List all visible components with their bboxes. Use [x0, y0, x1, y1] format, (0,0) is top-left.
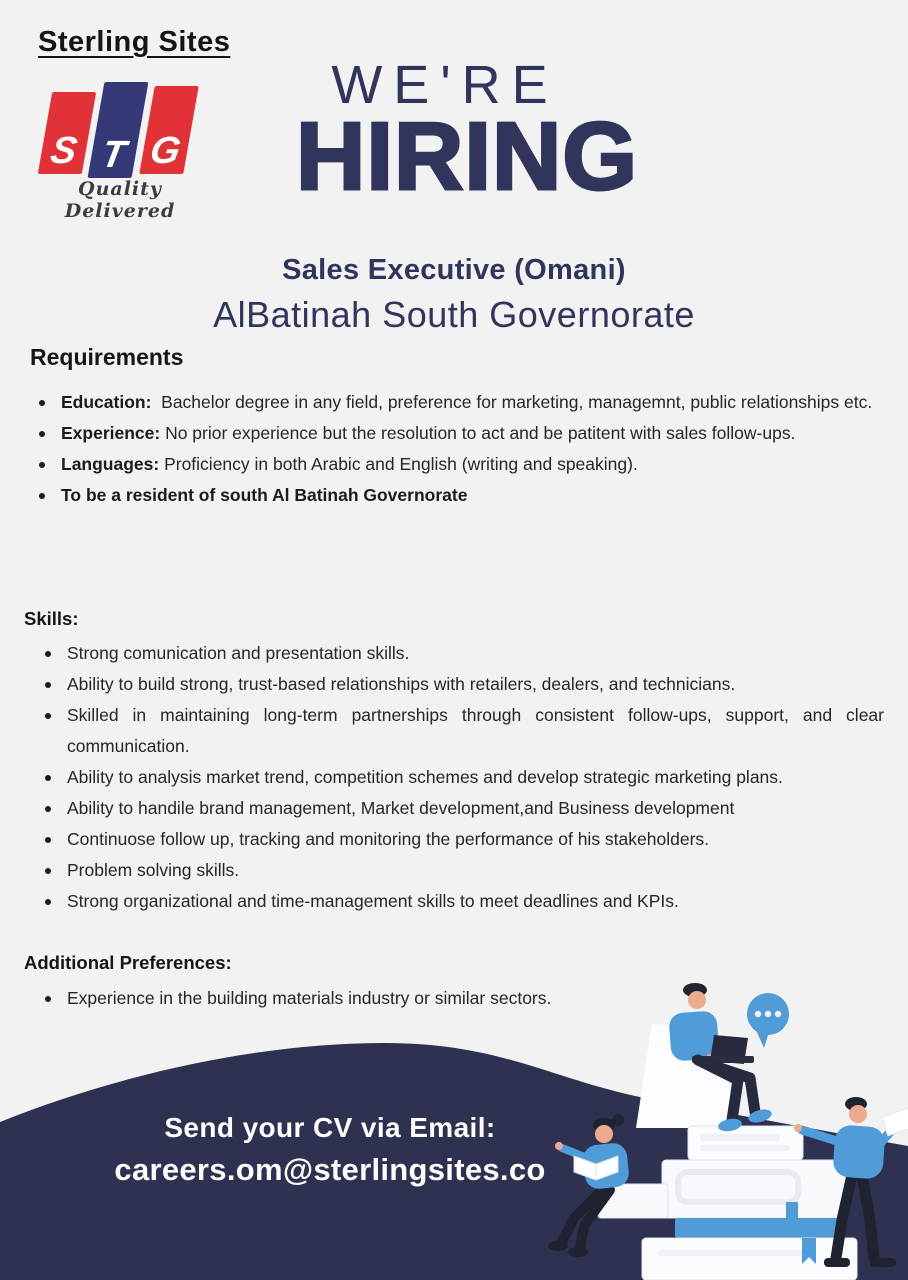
logo-bar-navy	[88, 82, 149, 178]
logo-letter-s: S	[47, 130, 81, 172]
list-item: Experience: No prior experience but the resolution to act and be patitent with sales follow-ups.	[30, 418, 884, 449]
list-item: Problem solving skills.	[36, 855, 884, 886]
requirements-list	[30, 387, 884, 511]
were-heading: WE'RE	[331, 55, 559, 115]
list-item: Ability to handile brand management, Market development,and Business development	[36, 793, 884, 824]
list-item: Strong comunication and presentation skills.	[36, 638, 884, 669]
skills-heading: Skills:	[24, 608, 79, 629]
list-item: Continuose follow up, tracking and monitoring the performance of his stakeholders.	[36, 824, 884, 855]
skills-list	[36, 638, 884, 917]
speech-bubble-icon	[747, 993, 789, 1048]
logo-bar-red-left	[38, 92, 96, 174]
careers-email: careers.om@sterlingsites.co	[114, 1152, 546, 1187]
logo-tagline: Quality Delivered	[64, 178, 176, 222]
list-item: Ability to build strong, trust-based relationships with retailers, dealers, and technicians.	[36, 669, 884, 700]
man-with-laptop-illustration	[668, 983, 754, 1064]
logo-letter-g: G	[146, 130, 184, 172]
cv-instruction: Send your CV via Email:	[164, 1112, 496, 1143]
footer-cta	[30, 1112, 630, 1188]
hiring-heading: HIRING	[296, 103, 638, 210]
job-location: AlBatinah South Governorate	[213, 294, 695, 335]
list-item: Skilled in maintaining long-term partnerships through consistent follow-ups, support, and clear communication.	[36, 700, 884, 762]
logo-letter-t: T	[98, 134, 129, 176]
list-item: Strong organizational and time-management skills to meet deadlines and KPIs.	[36, 886, 884, 917]
requirements-heading: Requirements	[30, 344, 184, 370]
list-item: Ability to analysis market trend, competition schemes and develop strategic marketing plans.	[36, 762, 884, 793]
list-item: Experience in the building materials industry or similar sectors.	[36, 983, 884, 1014]
list-item: To be a resident of south Al Batinah Governorate	[30, 480, 884, 511]
additional-preferences-heading: Additional Preferences:	[24, 952, 232, 973]
book-stack-illustration	[598, 1126, 857, 1280]
list-item: Languages: Proficiency in both Arabic and English (writing and speaking).	[30, 449, 884, 480]
brand-name: Sterling Sites	[38, 26, 231, 58]
list-item: Education: Bachelor degree in any field, preference for marketing, managemnt, public relationships etc.	[30, 387, 884, 418]
job-title: Sales Executive (Omani)	[282, 254, 626, 286]
